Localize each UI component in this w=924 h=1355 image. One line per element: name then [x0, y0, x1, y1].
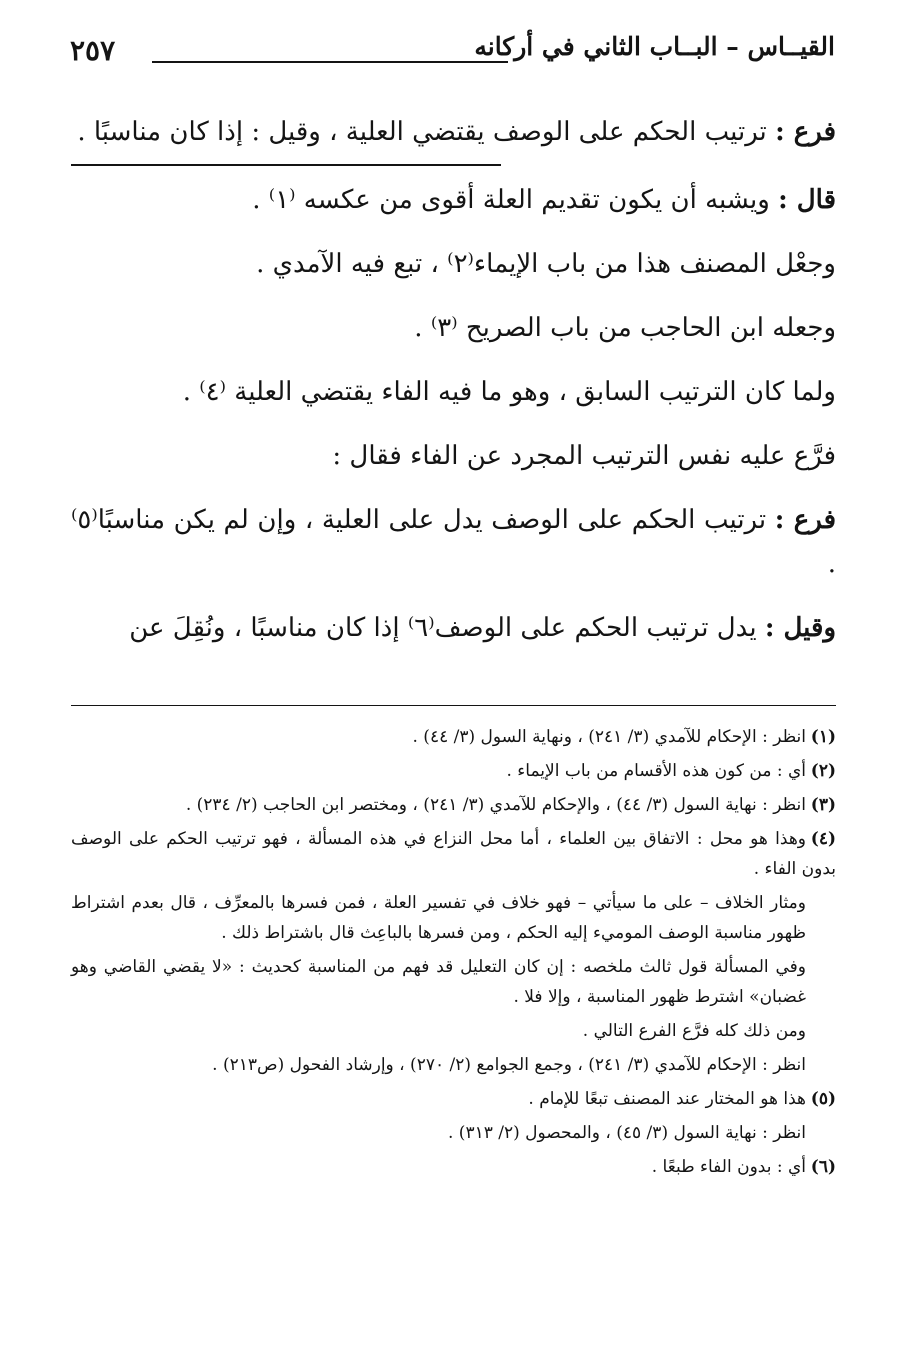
- footnote-number: (١): [810, 727, 836, 747]
- footnote-2: [71, 756, 836, 786]
- footnotes: [71, 722, 836, 1186]
- footnote-number: (٢): [810, 761, 836, 781]
- footnote-1: [71, 722, 836, 752]
- footnote-number: (٤): [810, 829, 836, 849]
- paragraph-text: ترتيب الحكم على الوصف يقتضي العلية ، وقيل : إذا كان مناسبًا .: [77, 117, 776, 147]
- footnote-text: أي : من كون هذه الأقسام من باب الإيماء .: [506, 761, 806, 781]
- paragraph-text: يدل ترتيب الحكم على الوصف⁽٦⁾ إذا كان مناسبًا ، ونُقِلَ عن: [129, 613, 765, 643]
- footnote-rule: [71, 705, 836, 706]
- footnote-number: (٣): [810, 795, 836, 815]
- footnote-4-continuation: انظر : الإحكام للآمدي (٣/ ٢٤١) ، وجمع الجوامع (٢/ ٢٧٠) ، وإرشاد الفحول (ص٢١٣) .: [212, 1055, 806, 1075]
- commentary-label: قال :: [778, 185, 836, 215]
- paragraph-commentary-5: فرَّع عليه نفس الترتيب المجرد عن الفاء فقال :: [332, 441, 836, 471]
- footnote-text: انظر : نهاية السول (٣/ ٤٤) ، والإحكام للآمدي (٣/ ٢٤١) ، ومختصر ابن الحاجب (٢/ ٢٣٤) .: [185, 795, 806, 815]
- running-title: القيــاس – البــاب الثاني في أركانه: [474, 32, 835, 61]
- paragraph-commentary-2: وجعْل المصنف هذا من باب الإيماء⁽٢⁾ ، تبع فيه الآمدي .: [256, 249, 836, 279]
- footnote-text: وهذا هو محل : الاتفاق بين العلماء ، أما محل النزاع في هذه المسألة ، فهو ترتيب الحكم على الوصف بدون الفاء .: [71, 829, 836, 879]
- paragraph-commentary-3: وجعله ابن الحاجب من باب الصريح ⁽٣⁾ .: [414, 313, 836, 343]
- paragraph-text: ويشبه أن يكون تقديم العلة أقوى من عكسه ⁽١⁾ .: [252, 185, 779, 215]
- footnote-4-continuation: وفي المسألة قول ثالث ملخصه : إن كان التعليل قد فهم من المناسبة كحديث : «لا يقضي القاضي وهو غضبان» اشترط ظهور المناسبة ، وإلا فلا .: [71, 957, 806, 1007]
- page-number: ٢٥٧: [70, 34, 116, 67]
- footnote-number: (٦): [810, 1157, 836, 1177]
- footnote-number: (٥): [810, 1089, 836, 1109]
- paragraph-branch-3: [71, 606, 836, 650]
- header-rule: [152, 61, 508, 63]
- section-rule: [71, 164, 501, 166]
- footnote-4-continuation: ومثار الخلاف – على ما سيأتي – فهو خلاف في تفسير العلة ، فمن فسرها بالمعرِّف ، قال بعدم اشتراط ظهور مناسبة الوصف الموميء إليه الحكم ، ومن فسرها بالباعِث قال باشتراط ذلك .: [71, 893, 806, 943]
- branch-label: فرع :: [774, 505, 836, 535]
- footnote-3: [71, 790, 836, 820]
- main-text: [71, 110, 836, 650]
- branch-label: فرع :: [775, 117, 836, 147]
- footnote-4-continuation: ومن ذلك كله فرَّع الفرع التالي .: [582, 1021, 806, 1041]
- paragraph-commentary-1: [71, 178, 836, 222]
- footnote-text: هذا هو المختار عند المصنف تبعًا للإمام .: [528, 1089, 806, 1109]
- paragraph-branch-2: [71, 498, 836, 586]
- paragraph-branch-1: [71, 110, 836, 154]
- footnote-4: [71, 824, 836, 884]
- footnote-5: [71, 1084, 836, 1114]
- paragraph-commentary-4: ولما كان الترتيب السابق ، وهو ما فيه الفاء يقتضي العلية ⁽٤⁾ .: [182, 377, 836, 407]
- footnote-text: انظر : الإحكام للآمدي (٣/ ٢٤١) ، ونهاية السول (٣/ ٤٤) .: [412, 727, 806, 747]
- branch-label: وقيل :: [764, 613, 836, 643]
- footnote-6: [71, 1152, 836, 1182]
- paragraph-text: ترتيب الحكم على الوصف يدل على العلية ، وإن لم يكن مناسبًا⁽٥⁾ .: [71, 505, 836, 579]
- footnote-5-continuation: انظر : نهاية السول (٣/ ٤٥) ، والمحصول (٢/ ٣١٣) .: [447, 1123, 806, 1143]
- page-header: [70, 30, 835, 78]
- footnote-text: أي : بدون الفاء طبعًا .: [651, 1157, 806, 1177]
